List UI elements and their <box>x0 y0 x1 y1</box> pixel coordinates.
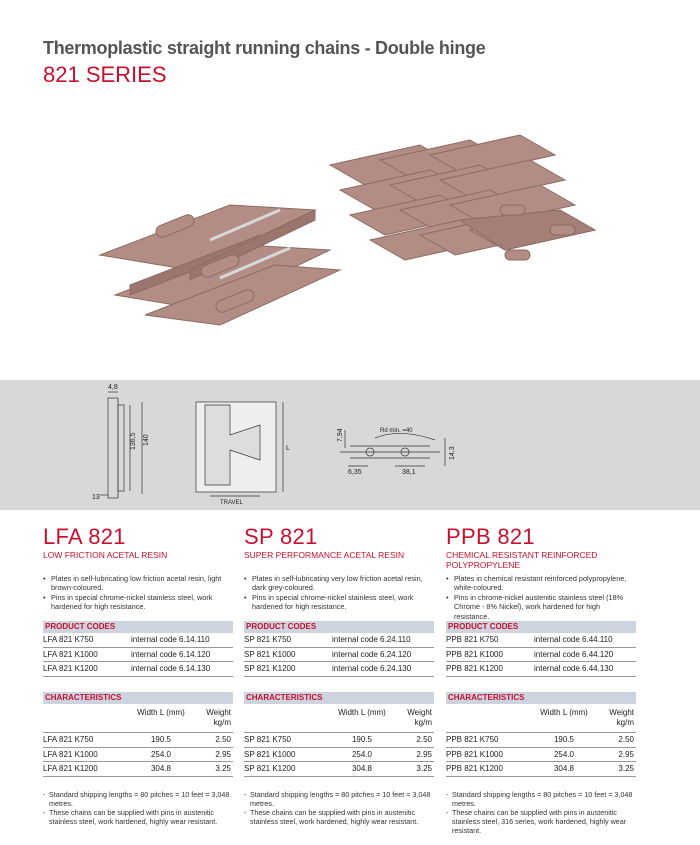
product-codes-header: PRODUCT CODES <box>446 621 636 633</box>
chain-photo <box>80 110 640 360</box>
dim-136-5: 136,5 <box>130 432 137 450</box>
table-header: Width L (mm) Weight kg/m <box>244 704 434 733</box>
table-row: SP 821 K1000 internal code 6.24.120 <box>244 648 434 663</box>
table-row: LFA 821 K1200 304.8 3.25 <box>43 762 233 777</box>
notes-list <box>43 790 233 826</box>
dim-14-3: 14,3 <box>449 446 456 460</box>
table-header: Width L (mm) Weight kg/m <box>446 704 636 733</box>
table-row: SP 821 K750 190.5 2.50 <box>244 733 434 748</box>
product-code-title: LFA 821 <box>43 524 126 549</box>
characteristics-table <box>43 704 233 777</box>
characteristics-header: CHARACTERISTICS <box>446 692 636 704</box>
feature-item: • Pins in special chrome-nickel stainless steel, work hardened for high resistance. <box>43 593 233 612</box>
column-sp <box>244 524 434 826</box>
characteristics-header: CHARACTERISTICS <box>43 692 233 704</box>
technical-drawing <box>0 380 700 510</box>
characteristics-table <box>446 704 636 777</box>
feature-item: • Plates in self-lubricating very low friction acetal resin, dark grey-coloured. <box>244 574 434 593</box>
series-title: 821 SERIES <box>43 62 167 87</box>
table-row: LFA 821 K750 internal code 6.14.110 <box>43 633 233 648</box>
product-codes-header: PRODUCT CODES <box>244 621 434 633</box>
product-subtitle: LOW FRICTION ACETAL RESIN <box>43 550 168 560</box>
dim-7-94: 7,94 <box>337 428 344 442</box>
feature-list <box>446 574 636 621</box>
table-row: PPB 821 K750 internal code 6.44.110 <box>446 633 636 648</box>
dim-6-35: 6,35 <box>348 469 362 476</box>
dim-L: L <box>286 445 290 452</box>
table-row: LFA 821 K1000 internal code 6.14.120 <box>43 648 233 663</box>
table-row: SP 821 K1200 internal code 6.24.130 <box>244 662 434 677</box>
table-header: Width L (mm) Weight kg/m <box>43 704 233 733</box>
product-subtitle: SUPER PERFORMANCE ACETAL RESIN <box>244 550 405 560</box>
feature-item: • Pins in chrome-nickel austenitic stainless steel (18% Chrome - 8% Nickel), work hardened for high resistance. <box>446 593 636 621</box>
dim-4-8: 4,8 <box>108 384 118 391</box>
feature-item: • Plates in chemical resistant reinforced polypropylene, white-coloured. <box>446 574 636 593</box>
table-row: LFA 821 K1200 internal code 6.14.130 <box>43 662 233 677</box>
table-row: PPB 821 K1000 254.0 2.95 <box>446 748 636 763</box>
column-ppb <box>446 524 636 835</box>
feature-item: • Pins in special chrome-nickel stainless steel, work hardened for high resistance. <box>244 593 434 612</box>
characteristics-table <box>244 704 434 777</box>
note-item: - Standard shipping lengths = 80 pitches = 10 feet = 3,048 metres. <box>244 790 434 808</box>
note-item: - These chains can be supplied with pins in austenitic stainless steel, work hardened, highly wear resistant. <box>43 808 233 826</box>
product-subtitle: CHEMICAL RESISTANT REINFORCED POLYPROPYLENE <box>446 550 598 570</box>
table-row: SP 821 K1000 254.0 2.95 <box>244 748 434 763</box>
feature-list <box>43 574 233 612</box>
travel-label: TRAVEL <box>220 500 243 506</box>
feature-list <box>244 574 434 612</box>
characteristics-header: CHARACTERISTICS <box>244 692 434 704</box>
notes-list <box>446 790 636 835</box>
product-codes-table <box>446 633 636 677</box>
table-row: PPB 821 K1200 internal code 6.44.130 <box>446 662 636 677</box>
product-code-title: SP 821 <box>244 524 318 549</box>
table-row: PPB 821 K1200 304.8 3.25 <box>446 762 636 777</box>
table-row: SP 821 K750 internal code 6.24.110 <box>244 633 434 648</box>
note-item: - Standard shipping lengths = 80 pitches = 10 feet = 3,048 metres. <box>446 790 636 808</box>
dim-13: 13 <box>92 494 100 501</box>
table-row: PPB 821 K1000 internal code 6.44.120 <box>446 648 636 663</box>
note-item: - These chains can be supplied with pins in austenitic stainless steel, 316 series, work hardened, highly wear resistant. <box>446 808 636 835</box>
product-codes-table <box>244 633 434 677</box>
rd-min-label: Rd min. =40 <box>380 428 413 434</box>
table-row: LFA 821 K750 190.5 2.50 <box>43 733 233 748</box>
note-item: - Standard shipping lengths = 80 pitches = 10 feet = 3,048 metres. <box>43 790 233 808</box>
dim-38-1: 38,1 <box>402 469 416 476</box>
table-row: PPB 821 K750 190.5 2.50 <box>446 733 636 748</box>
product-codes-table <box>43 633 233 677</box>
note-item: - These chains can be supplied with pins in austenitic stainless steel, work hardened, highly wear resistant. <box>244 808 434 826</box>
notes-list <box>244 790 434 826</box>
table-row: LFA 821 K1000 254.0 2.95 <box>43 748 233 763</box>
dim-140: 140 <box>143 434 150 446</box>
technical-drawing-band <box>0 380 700 510</box>
column-lfa <box>43 524 233 826</box>
product-code-title: PPB 821 <box>446 524 535 549</box>
page-title: Thermoplastic straight running chains - Double hinge <box>43 38 486 58</box>
table-row: SP 821 K1200 304.8 3.25 <box>244 762 434 777</box>
feature-item: • Plates in self-lubricating low friction acetal resin, light brown-coloured. <box>43 574 233 593</box>
product-codes-header: PRODUCT CODES <box>43 621 233 633</box>
